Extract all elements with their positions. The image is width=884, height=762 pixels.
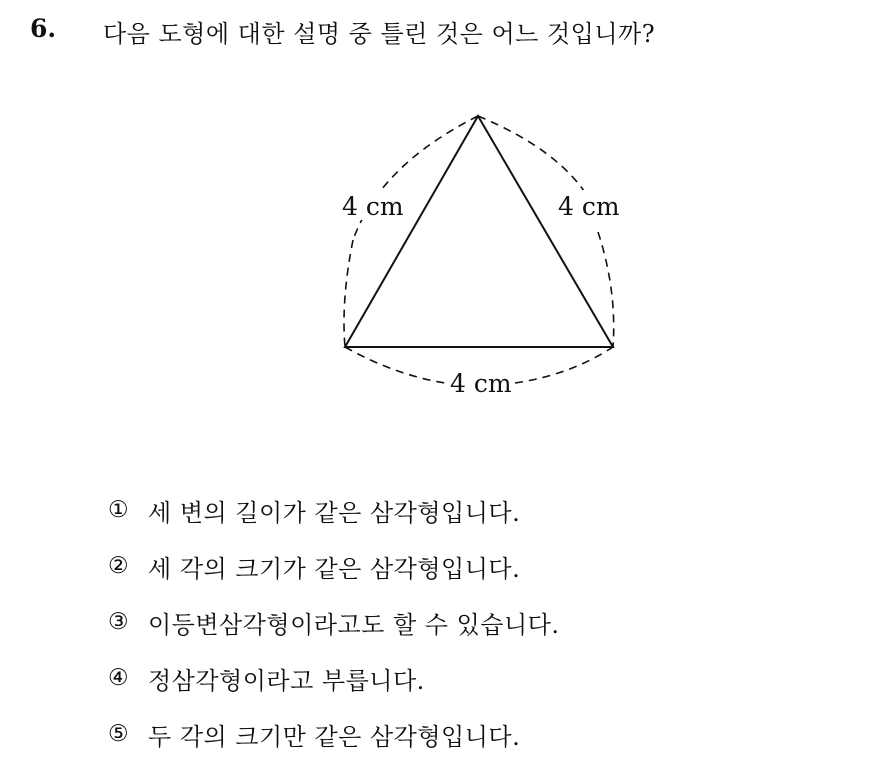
choice-text: 세 각의 크기가 같은 삼각형입니다. bbox=[148, 554, 521, 583]
left-side-dashed-arc bbox=[353, 116, 478, 240]
triangle-shape bbox=[345, 116, 613, 347]
choice-5[interactable] bbox=[108, 706, 559, 762]
right-side-dashed-arc-lower bbox=[598, 232, 614, 347]
left-side-label: 4 cm bbox=[342, 192, 404, 221]
choice-text: 이등변삼각형이라고도 할 수 있습니다. bbox=[148, 610, 560, 639]
choice-3[interactable] bbox=[108, 594, 559, 650]
choice-2[interactable] bbox=[108, 538, 559, 594]
choice-marker: ② bbox=[108, 553, 129, 579]
choice-1[interactable] bbox=[108, 482, 559, 538]
choice-marker: ⑤ bbox=[108, 721, 129, 747]
choice-4[interactable] bbox=[108, 650, 559, 706]
choice-text: 두 각의 크기만 같은 삼각형입니다. bbox=[148, 722, 521, 751]
question-text: 다음 도형에 대한 설명 중 틀린 것은 어느 것입니까? bbox=[103, 20, 656, 48]
left-side-dashed-arc-lower bbox=[344, 240, 353, 347]
choice-marker: ① bbox=[108, 497, 129, 523]
bottom-side-dashed-arc-left bbox=[345, 347, 445, 383]
right-side-dashed-arc bbox=[478, 116, 590, 200]
choice-text: 세 변의 길이가 같은 삼각형입니다. bbox=[148, 498, 521, 527]
choice-marker: ③ bbox=[108, 609, 129, 635]
bottom-side-dashed-arc-right bbox=[515, 347, 613, 383]
choice-text: 정삼각형이라고 부릅니다. bbox=[148, 666, 425, 695]
question-number: 6. bbox=[30, 14, 57, 43]
bottom-side-label: 4 cm bbox=[450, 369, 512, 398]
answer-choices bbox=[108, 482, 559, 762]
right-side-label: 4 cm bbox=[558, 192, 620, 221]
choice-marker: ④ bbox=[108, 665, 129, 691]
